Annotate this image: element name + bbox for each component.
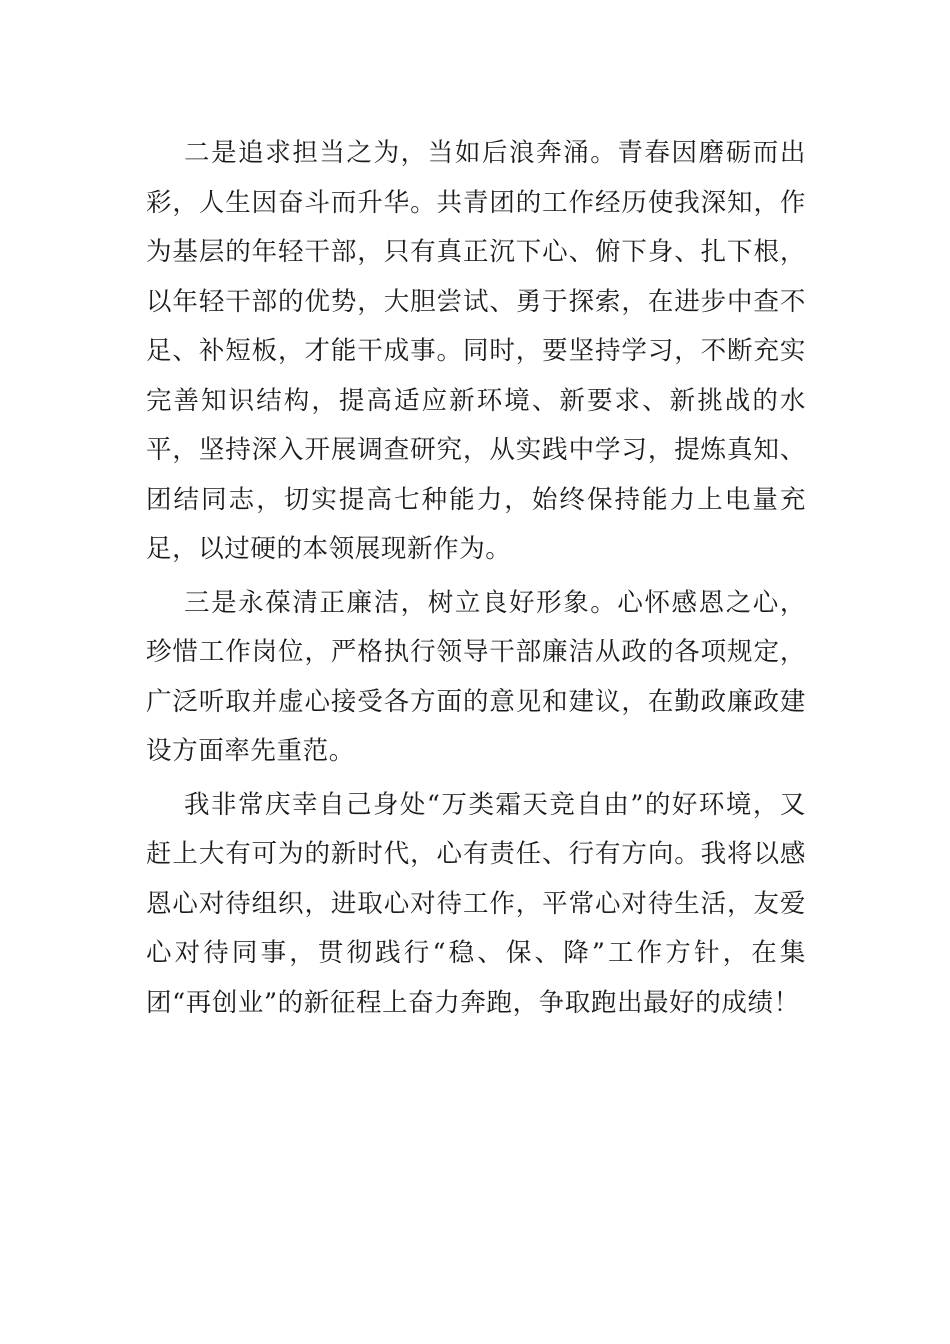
document-body: [146, 129, 806, 1028]
paragraph-responsibility: 二是追求担当之为，当如后浪奔涌。青春因磨砺而出彩，人生因奋斗而升华。共青团的工作经历使我深知，作为基层的年轻干部，只有真正沉下心、俯下身、扎下根，以年轻干部的优势，大胆尝试、勇于探索，在进步中查不足、补短板，才能干成事。同时，要坚持学习，不断充实完善知识结构，提高适应新环境、新要求、新挑战的水平，坚持深入开展调查研究，从实践中学习，提炼真知、团结同志，切实提高七种能力，始终保持能力上电量充足，以过硬的本领展现新作为。: [146, 138, 806, 564]
paragraph-conclusion: 我非常庆幸自己身处“万类霜天竞自由”的好环境，又赶上大有可为的新时代，心有责任、行有方向。我将以感恩心对待组织，进取心对待工作，平常心对待生活，友爱心对待同事，贯彻践行“稳、保、降”工作方针，在集团“再创业”的新征程上奋力奔跑，争取跑出最好的成绩！: [146, 789, 806, 1018]
paragraph-integrity: 三是永葆清正廉洁，树立良好形象。心怀感恩之心，珍惜工作岗位，严格执行领导干部廉洁从政的各项规定，广泛听取并虚心接受各方面的意见和建议，在勤政廉政建设方面率先重范。: [146, 587, 806, 766]
